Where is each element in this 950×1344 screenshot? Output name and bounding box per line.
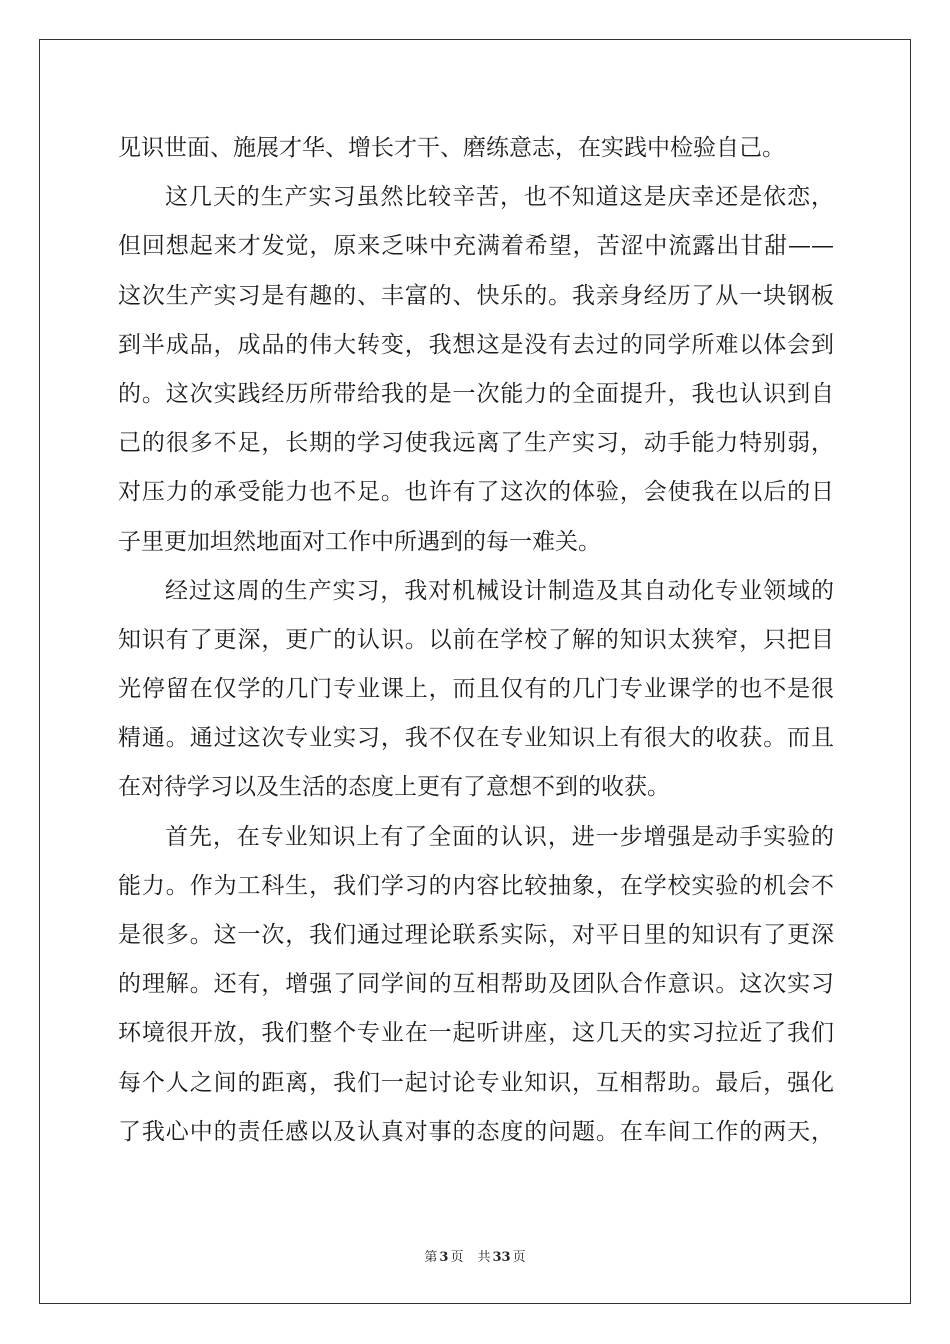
total-prefix: 共 [477,1250,491,1265]
total-suffix: 页 [512,1250,526,1265]
text-line: 是很多。这一次，我们通过理论联系实际，对平日里的知识有了更深 [118,922,834,948]
text-line: 精通。通过这次专业实习，我不仅在专业知识上有很大的收获。而且 [118,725,834,752]
text-line: 知识有了更深，更广的认识。以前在学校了解的知识太狭窄，只把目 [118,626,834,653]
total-pages: 33 [492,1250,511,1265]
text-line: 首先，在专业知识上有了全面的认识，进一步增强是动手实验的 [165,823,834,850]
text-line: 了我心中的责任感以及认真对事的态度的问题。在车间工作的两天， [118,1118,834,1145]
text-line: 光停留在仅学的几门专业课上，而且仅有的几门专业课学的也不是很 [118,676,834,703]
document-body [118,124,834,1157]
text-line: 这次生产实习是有趣的、丰富的、快乐的。我亲身经历了从一块钢板 [118,282,834,309]
text-line: 的。这次实践经历所带给我的是一次能力的全面提升，我也认识到自 [118,380,834,407]
text-line: 这几天的生产实习虽然比较辛苦，也不知道这是庆幸还是依恋， [165,184,834,211]
text-line: 对压力的承受能力也不足。也许有了这次的体验，会使我在以后的日 [118,479,834,506]
text-line: 每个人之间的距离，我们一起讨论专业知识，互相帮助。最后，强化 [118,1069,834,1096]
text-line: 环境很开放，我们整个专业在一起听讲座，这几天的实习拉近了我们 [118,1020,834,1047]
text-line: 但回想起来才发觉，原来乏味中充满着希望，苦涩中流露出甘甜—— [118,233,834,260]
text-line: 见识世面、施展才华、增长才干、磨练意志，在实践中检验自己。 [118,135,785,161]
text-line: 的理解。还有，增强了同学间的互相帮助及团队合作意识。这次实习 [118,971,834,998]
text-line: 经过这周的生产实习，我对机械设计制造及其自动化专业领域的 [165,577,834,604]
page-suffix: 页 [450,1250,464,1265]
text-line: 能力。作为工科生，我们学习的内容比较抽象，在学校实验的机会不 [118,872,834,899]
text-line: 到半成品，成品的伟大转变，我想这是没有去过的同学所难以体会到 [118,331,834,358]
text-line: 子里更加坦然地面对工作中所遇到的每一难关。 [118,528,601,555]
text-line: 己的很多不足，长期的学习使我远离了生产实习，动手能力特别弱， [118,430,834,457]
page-footer [0,1246,950,1265]
page-number: 3 [439,1250,449,1265]
page-prefix: 第 [424,1250,438,1265]
text-line: 在对待学习以及生活的态度上更有了意想不到的收获。 [118,774,670,801]
